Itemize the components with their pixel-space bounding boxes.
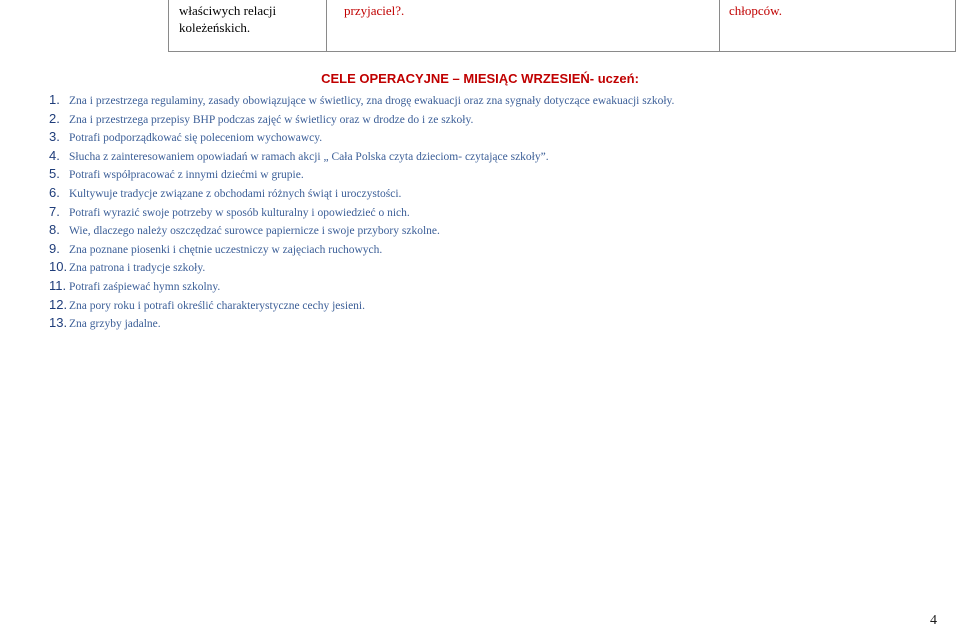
goal-item xyxy=(49,297,674,316)
goal-text: Zna patrona i tradycje szkoły. xyxy=(69,262,206,275)
goal-text: Zna pory roku i potrafi określić charakterystyczne cechy jesieni. xyxy=(69,299,366,312)
goal-number: 11. xyxy=(49,277,67,293)
goal-number: 3. xyxy=(49,129,60,145)
table-fragment xyxy=(168,0,956,52)
goal-number: 10. xyxy=(49,259,68,275)
goal-text: Zna i przestrzega przepisy BHP podczas zajęć w świetlicy oraz w drodze do i ze szkoły. xyxy=(69,113,474,126)
goal-item xyxy=(49,166,674,185)
goal-text: Zna poznane piosenki i chętnie uczestniczy w zajęciach ruchowych. xyxy=(69,243,383,256)
goal-text: Potrafi podporządkować się poleceniom wychowawcy. xyxy=(69,132,323,145)
goal-item xyxy=(49,222,674,241)
goal-text: Słucha z zainteresowaniem opowiadań w ramach akcji „ Cała Polska czyta dzieciom- czytające szkoły”. xyxy=(69,150,549,163)
goal-number: 6. xyxy=(49,184,60,200)
page-number: 4 xyxy=(930,613,937,628)
goals-list xyxy=(49,92,674,334)
goal-number: 5. xyxy=(49,166,60,182)
goal-item xyxy=(49,315,674,334)
goal-number: 7. xyxy=(49,203,60,219)
table-cell-boys: chłopców. xyxy=(729,3,782,18)
table-cell-relations: właściwych relacji koleżeńskich. xyxy=(179,3,277,35)
goal-number: 8. xyxy=(49,222,60,238)
goal-number: 12. xyxy=(49,296,68,312)
goal-text: Potrafi współpracować z innymi dziećmi w grupie. xyxy=(69,169,304,182)
goal-item xyxy=(49,259,674,278)
goal-item xyxy=(49,185,674,204)
goal-number: 13. xyxy=(49,315,68,331)
table-divider xyxy=(326,0,327,52)
goal-item xyxy=(49,92,674,111)
goal-text: Kultywuje tradycje związane z obchodami różnych świąt i uroczystości. xyxy=(69,187,402,200)
table-divider xyxy=(719,0,720,52)
goal-number: 4. xyxy=(49,147,60,163)
goal-text: Potrafi zaśpiewać hymn szkolny. xyxy=(69,280,221,293)
goal-item xyxy=(49,278,674,297)
goal-text: Zna grzyby jadalne. xyxy=(69,318,161,331)
goal-text: Potrafi wyrazić swoje potrzeby w sposób kulturalny i opowiedzieć o nich. xyxy=(69,206,410,219)
goal-number: 2. xyxy=(49,110,60,126)
goal-item xyxy=(49,111,674,130)
goal-item xyxy=(49,148,674,167)
section-heading: CELE OPERACYJNE – MIESIĄC WRZESIEŃ- uczeń: xyxy=(321,71,639,86)
table-cell-friend: przyjaciel?. xyxy=(344,3,405,18)
goal-item xyxy=(49,241,674,260)
goal-number: 1. xyxy=(49,92,60,107)
goal-text: Wie, dlaczego należy oszczędzać surowce papiernicze i swoje przybory szkolne. xyxy=(69,225,440,238)
goal-item xyxy=(49,129,674,148)
goal-item xyxy=(49,204,674,223)
goal-text: Zna i przestrzega regulaminy, zasady obowiązujące w świetlicy, zna drogę ewakuacji oraz zna sygnały dotyczące ewakuacji szkoły. xyxy=(69,95,675,107)
goal-number: 9. xyxy=(49,240,60,256)
